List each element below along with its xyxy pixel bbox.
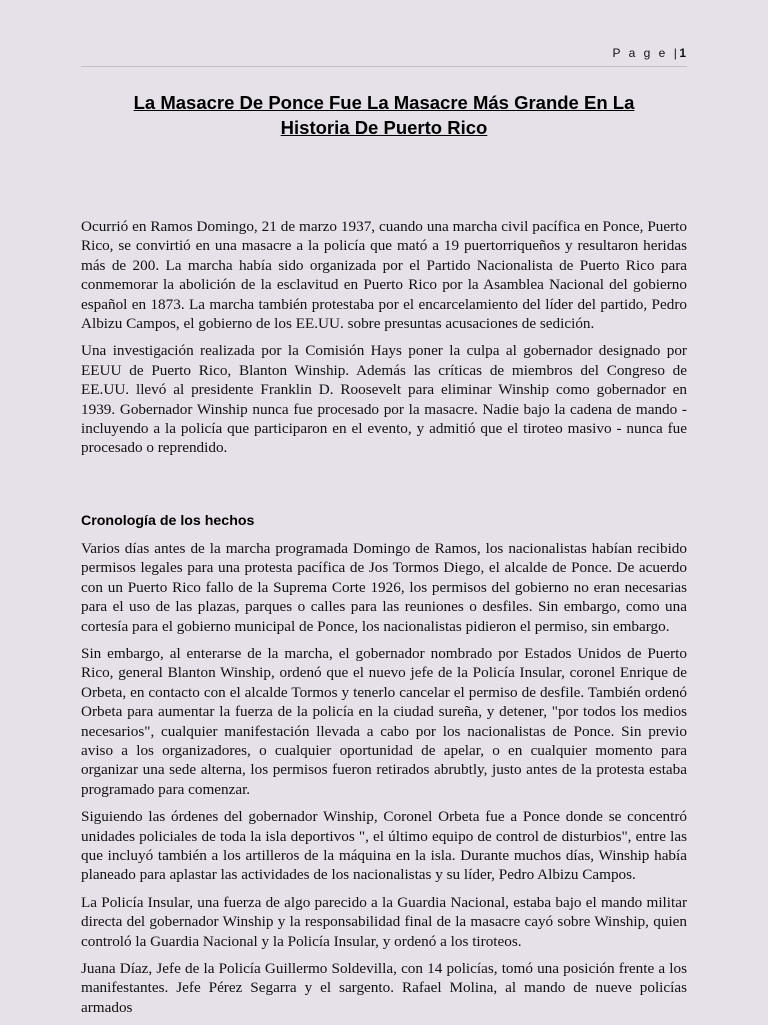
intro-paragraph-1: Ocurrió en Ramos Domingo, 21 de marzo 1937, cuando una marcha civil pacífica en Ponce, Puerto Rico, se convirtió en una masacre a la policía que mató a 19 puertorriqueños y resultaron heridas más de 200. La marcha había sido organizada por el Partido Nacionalista de Puerto Rico para conmemorar la abolición de la esclavitud en Puerto Rico por la Asamblea Nacional del gobierno español en 1873. La marcha también protestaba por el encarcelamiento del líder del partido, Pedro Albizu Campos, el gobierno de los EE.UU. sobre presuntas acusaciones de sedición. (81, 218, 687, 333)
section-paragraph-1: Varios días antes de la marcha programada Domingo de Ramos, los nacionalistas habían recibido permisos legales para una protesta pacífica de Jos Tormos Diego, el alcalde de Ponce. De acuerdo con un Puerto Rico fallo de la Suprema Corte 1926, los permisos del gobierno no eran necesarias para el uso de las plazas, parques o calles para las reuniones o desfiles. Sin embargo, como una cortesía para el gobierno municipal de Ponce, los nacionalistas pidieron el permiso, sin embargo. (81, 539, 687, 635)
title-line-2: Historia De Puerto Rico (280, 117, 488, 138)
page-separator: | (673, 46, 680, 60)
section-paragraph-3: Siguiendo las órdenes del gobernador Winship, Coronel Orbeta fue a Ponce donde se concentró unidades policiales de toda la isla deportivos ", el último equipo de control de disturbios", entre las que incluyó también a los artilleros de la máquina en la isla. Durante muchos días, Winship había planeado para aplastar las actividades de los nacionalistas y su líder, Pedro Albizu Campos. (81, 808, 687, 884)
section-paragraph-2: Sin embargo, al enterarse de la marcha, el gobernador nombrado por Estados Unidos de Puerto Rico, general Blanton Winship, ordenó que el nuevo jefe de la Policía Insular, coronel Enrique de Orbeta, en contacto con el alcalde Tormos y tenerlo cancelar el permiso de desfile. También ordenó Orbeta para aumentar la fuerza de la policía en la ciudad sureña, y detener, "por todos los medios necesarios", cualquier manifestación llevada a cabo por los nacionalistas de Ponce. Sin previo aviso a los organizadores, o cualquier oportunidad de apelar, o en cualquier momento para organizar una sede alterna, los permisos fueron retirados abrubtly, justo antes de la protesta estaba programado para comenzar. (81, 644, 687, 798)
section-heading: Cronología de los hechos (81, 512, 255, 529)
section-paragraph-5: Juana Díaz, Jefe de la Policía Guillermo Soldevilla, con 14 policías, tomó una posición frente a los manifestantes. Jefe Pérez Segarra y el sargento. Rafael Molina, al mando de nueve policías armados (81, 960, 687, 1016)
page-number: 1 (679, 46, 686, 60)
header-divider (81, 66, 687, 67)
page-header (613, 46, 686, 60)
intro-paragraph-2: Una investigación realizada por la Comisión Hays poner la culpa al gobernador designado por EEUU de Puerto Rico, Blanton Winship. Además las críticas de miembros del Congreso de EE.UU. llevó al presidente Franklin D. Roosevelt para eliminar Winship como gobernador en 1939. Gobernador Winship nunca fue procesado por la masacre. Nadie bajo la cadena de mando - incluyendo a la policía que participaron en el evento, y admitió que el tiroteo masivo - nunca fue procesado o reprendido. (81, 342, 687, 457)
page-label: P a g e (612, 46, 668, 60)
title-line-1: La Masacre De Ponce Fue La Masacre Más Grande En La (133, 92, 635, 113)
section-paragraph-4: La Policía Insular, una fuerza de algo parecido a la Guardia Nacional, estaba bajo el mando militar directa del gobernador Winship y la responsabilidad final de la masacre cayó sobre Winship, quien controló la Guardia Nacional y la Policía Insular, y ordenó a los tiroteos. (81, 893, 687, 950)
document-body (81, 217, 687, 1025)
document-title (81, 90, 687, 140)
